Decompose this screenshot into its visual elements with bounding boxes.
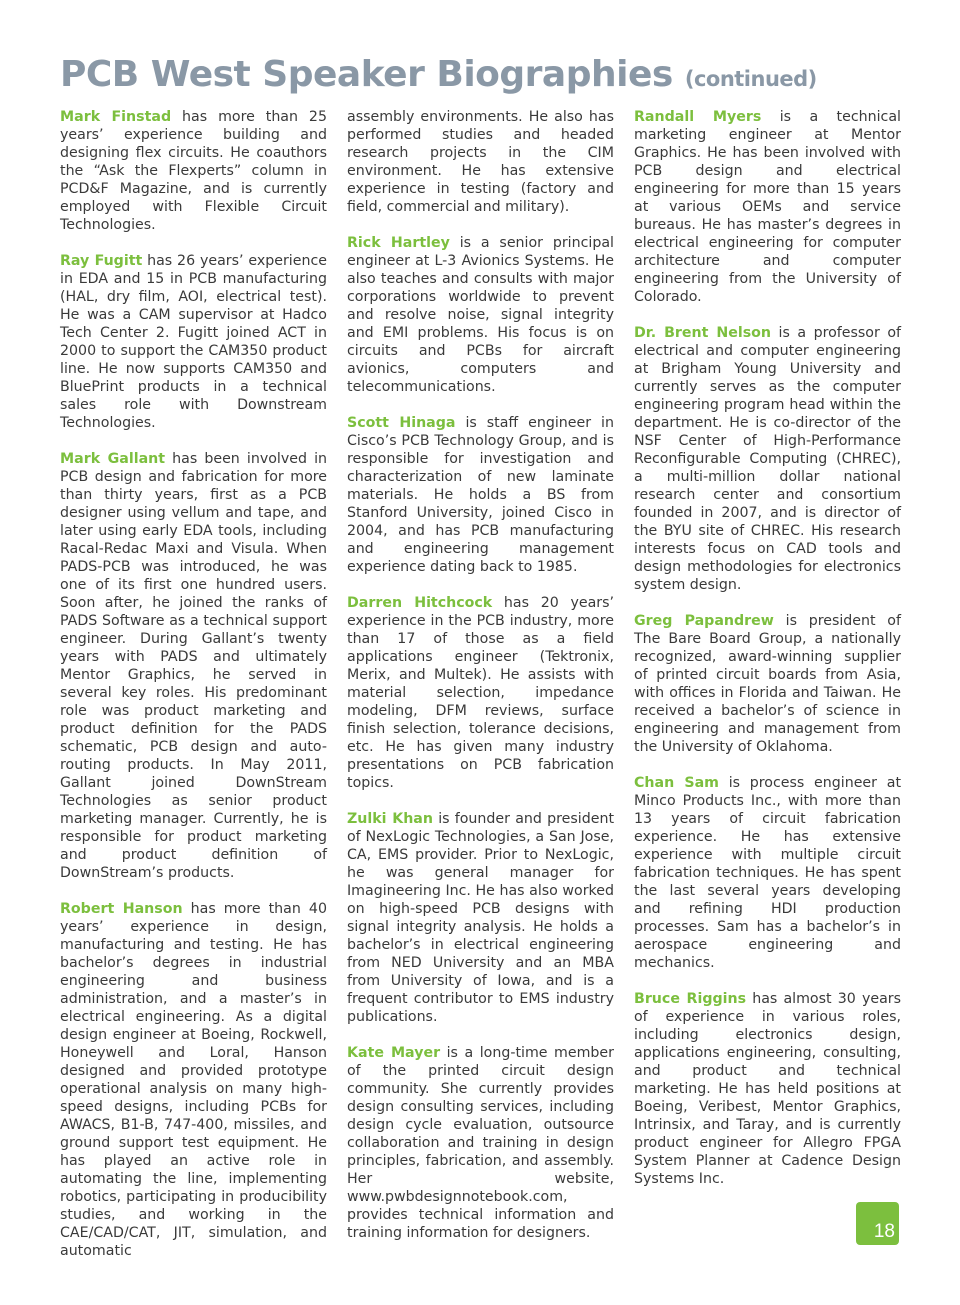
speaker-name: Darren Hitchcock [347, 595, 493, 611]
bio-text: has 20 years’ experience in the PCB industry, more than 17 of those as a field applications engineer (Tektronix, Merix, and Multek). He assists with material selection, impedance modeling, DFM reviews, surface finish selection, tolerance decisions, etc. He has given many industry presentations on PCB fabrication topics. [347, 595, 614, 791]
bio-bruce-riggins [634, 990, 901, 1188]
bio-mark-finstad [60, 108, 327, 234]
page-title-suffix: (continued) [684, 67, 817, 91]
speaker-name: Bruce Riggins [634, 991, 747, 1007]
speaker-name: Randall Myers [634, 109, 762, 125]
speaker-name: Mark Gallant [60, 451, 166, 467]
bio-brent-nelson [634, 324, 901, 594]
bio-darren-hitchcock [347, 594, 614, 792]
speaker-name: Scott Hinaga [347, 415, 456, 431]
speaker-name: Mark Finstad [60, 109, 172, 125]
speaker-name: Kate Mayer [347, 1045, 441, 1061]
bio-rick-hartley [347, 234, 614, 396]
page-number: 18 [873, 1221, 895, 1242]
page-title-main: PCB West Speaker Biographies [60, 54, 673, 95]
bio-greg-papandrew [634, 612, 901, 756]
bio-text: is process engineer at Minco Products Inc., with more than 13 years of circuit fabrication experience. He has extensive experience with multiple circuit fabrication techniques. He has spent the last several years developing and refining HDI production processes. Sam has a bachelor’s in aerospace engineering and mechanics. [634, 775, 902, 971]
speaker-name: Dr. Brent Nelson [634, 325, 771, 341]
bio-text: has been involved in PCB design and fabrication for more than thirty years, first as a PCB designer using vellum and tape, and later using early EDA tools, including Racal-Redac Maxi and Visula. When PADS-PCB was introduced, he was one of its first one hundred users. Soon after, he joined the ranks of PADS Software as a technical support engineer. During Gallant’s twenty years with PADS and ultimately Mentor Graphics, he served in several key roles. His predominant role was product marketing and product definition for the PADS schematic, PCB design and auto-routing products. In May 2011, Gallant joined DownStream Technologies as senior product marketing manager. Currently, he is responsible for product marketing and product definition of DownStream’s products. [60, 451, 327, 881]
bio-scott-hinaga [347, 414, 614, 576]
speaker-name: Robert Hanson [60, 901, 183, 917]
column-2 [347, 108, 614, 1260]
speaker-name: Zulki Khan [347, 811, 433, 827]
column-1 [60, 108, 327, 1278]
bio-text: is founder and president of NexLogic Technologies, a San Jose, CA, EMS provider. Prior to NexLogic, he was general manager for Imagineering Inc. He has also worked on high-speed PCB designs with signal integrity analysis. He holds a bachelor’s in electrical engineering from NED University and an MBA from University of Iowa, and is a frequent contributor to EMS industry publications. [347, 811, 615, 1025]
speaker-name: Chan Sam [634, 775, 719, 791]
bio-ray-fugitt [60, 252, 327, 432]
bio-text: has 26 years’ experience in EDA and 15 in PCB manufacturing (HAL, dry film, AOI, electrical test). He was a CAM supervisor at Hadco Tech Center 2. Fugitt joined ACT in 2000 to support the CAM350 product line. He now supports CAM350 and BluePrint products in a technical sales role with Downstream Technologies. [60, 253, 327, 431]
bio-text: is president of The Bare Board Group, a nationally recognized, award-winning supplier of printed circuit boards from Asia, with offices in Florida and Taiwan. He received a bachelor’s of science in engineering and management from the University of Oklahoma. [634, 613, 901, 755]
bio-text: has more than 40 years’ experience in design, manufacturing and testing. He has bachelor’s degrees in industrial engineering and business administration, and a master’s in electrical engineering. As a digital design engineer at Boeing, Rockwell, Honeywell and Loral, Hanson designed and provided prototype operational analysis on many high-speed designs, including PCBs for AWACS, B1-B, 747-400, missiles, and ground support test equipment. He has played an active role in automating the line, implementing robotics, participating in producibility studies, and working in the CAE/CAD/CAT, JIT, simulation, and automatic [60, 901, 327, 1259]
speaker-name: Ray Fugitt [60, 253, 143, 269]
speaker-name: Greg Papandrew [634, 613, 774, 629]
bio-text: is a professor of electrical and computer engineering at Brigham Young University and currently serves as the computer engineering program head within the department. He is co-director of the NSF Center of High-Performance Reconfigurable Computing (CHREC), a multi-million dollar national research center and consortium founded in 2007, and is director of the BYU site of CHREC. His research interests focus on CAD tools and design methodologies for electronics system design. [634, 325, 901, 593]
bio-kate-mayer [347, 1044, 614, 1242]
bio-text: is a long-time member of the printed circuit design community. She currently provides design consulting services, including design cycle evaluation, outsource collaboration and training in design principles, fabrication, and assembly. Her website, www.pwbdesignnotebook.com, provides technical information and training information for designers. [347, 1045, 614, 1241]
page-number-badge [856, 1202, 899, 1245]
bio-text: has more than 25 years’ experience building and designing flex circuits. He coauthors the “Ask the Flexperts” column in PCD&F Magazine, and is currently employed with Flexible Circuit Technologies. [60, 109, 327, 233]
bio-continued-text: assembly environments. He also has performed studies and headed research projects in the CIM environment. He has extensive experience in testing (factory and field, commercial and military). [347, 109, 614, 215]
speaker-name: Rick Hartley [347, 235, 450, 251]
page-title [60, 54, 817, 95]
bio-randall-myers [634, 108, 901, 306]
bio-mark-gallant [60, 450, 327, 882]
bio-robert-hanson [60, 900, 327, 1260]
bio-text: is a technical marketing engineer at Mentor Graphics. He has been involved with PCB design and electrical engineering for more than 15 years at various OEMs and service bureaus. He has master’s degrees in electrical engineering for computer architecture and computer engineering from the University of Colorado. [634, 109, 901, 305]
bio-zulki-khan [347, 810, 614, 1026]
column-3 [634, 108, 901, 1206]
bio-chan-sam [634, 774, 901, 972]
bio-text: is staff engineer in Cisco’s PCB Technology Group, and is responsible for investigation and characterization of new laminate materials. He holds a BS from Stanford University, joined Cisco in 2004, and has PCB manufacturing and engineering management experience dating back to 1985. [347, 415, 614, 575]
bio-text: is a senior principal engineer at L-3 Avionics Systems. He also teaches and consults with major corporations worldwide to prevent and resolve noise, signal integrity and EMI problems. His focus is on circuits and PCBs for aircraft avionics, computers and telecommunications. [347, 235, 614, 395]
bio-text: has almost 30 years of experience in various roles, including electronics design, applications engineering, consulting, and product and technical marketing. He has held positions at Boeing, Veribest, Mentor Graphics, Intrinsix, and Taray, and is currently product engineer for Allegro FPGA System Planner at Cadence Design Systems Inc. [634, 991, 902, 1187]
